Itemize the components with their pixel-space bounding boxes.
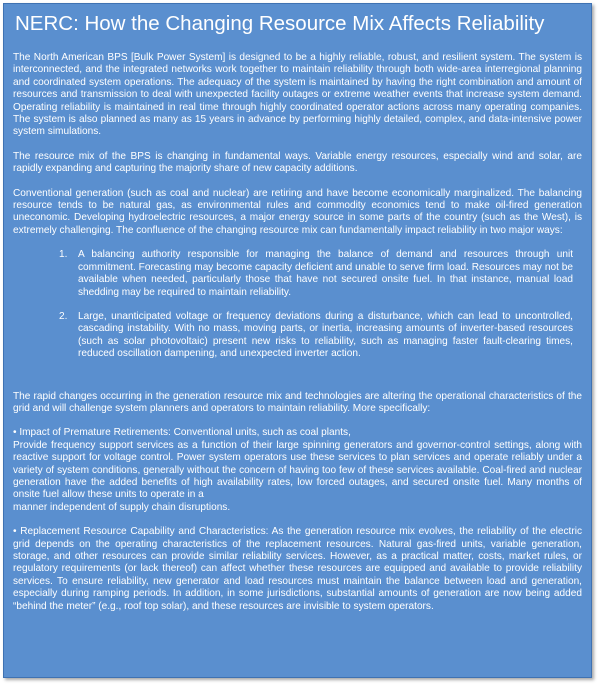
paragraph-conventional-generation: Conventional generation (such as coal and nuclear) are retiring and have become economically marginalized. The balancing resource tends to be natural gas, as environmental rules and commodity economics tend to make oil-fired generation uneconomic. Developing hydroelectric resources, a major energy source in some parts of the country (such as the West), is extremely challenging. The confluence of the changing resource mix can fundamentally impact reliability in two major ways: xyxy=(13,187,582,236)
reliability-impact-list xyxy=(13,249,582,360)
list-item-text: Large, unanticipated voltage or frequency deviations during a disturbance, which can lead to uncontrolled, cascading instability. With no mass, moving parts, or inertia, increasing amounts of inverter-based resources (such as solar photovoltaic) present new risks to reliability, such as managing faster fault-clearing times, reduced oscillation dampening, and unexpected inverter action. xyxy=(78,310,573,360)
info-panel xyxy=(3,3,592,678)
list-item-text: A balancing authority responsible for managing the balance of demand and resources through unit commitment. Forecasting may become capacity deficient and unable to serve firm load. Resources may not be available when needed, particularly those that have not secured onsite fuel. In that instance, manual load shedding may be required to maintain reliability. xyxy=(78,249,573,298)
paragraph-bps-overview: The North American BPS [Bulk Power System] is designed to be a highly reliable, robust, and resilient system. The system is interconnected, and the integrated networks work together to maintain reliability through both wide-area interregional planning and coordinated system operations. The adequacy of the system is maintained by having the right combination and amount of resources and transmission to deal with unexpected facility outages or extreme weather events that increase system demand. Operating reliability is maintained in real time through highly coordinated operator actions across many operating companies. The system is also planned as many as 15 years in advance by performing highly detailed, complex, and data-intensive power system simulations. xyxy=(13,52,582,138)
panel-title: NERC: How the Changing Resource Mix Affects Reliability xyxy=(15,12,545,35)
list-item xyxy=(13,249,582,299)
list-number: 2. xyxy=(59,310,68,322)
bullet-body: Provide frequency support services as a function of their large spinning generators and governor-control settings, along with reactive support for voltage control. Power system operators use these services to plan services and operate reliably under a variety of system conditions, generally without the concern of having too few of these services available. Coal-fired and nuclear generation have the added benefits of high availability rates, low forced outages, and secured onsite fuel. Many months of onsite fuel allow these units to operate in a xyxy=(13,439,582,501)
bullet-premature-retirements xyxy=(13,427,582,514)
bullet-tail: manner independent of supply chain disruptions. xyxy=(13,501,231,513)
bullet-heading: • Impact of Premature Retirements: Conventional units, such as coal plants, xyxy=(13,427,351,439)
paragraph-resource-mix: The resource mix of the BPS is changing in fundamental ways. Variable energy resources, especially wind and solar, are rapidly expanding and capturing the majority share of new capacity additions. xyxy=(13,150,582,175)
bullet-replacement-resources: • Replacement Resource Capability and Characteristics: As the generation resource mix evolves, the reliability of the electric grid depends on the operating characteristics of the replacement resources. Natural gas-fired units, variable generation, storage, and other resources can provide similar reliability services. However, as a practical matter, costs, market rules, or regulatory requirements (or lack thereof) can affect whether these resources are equipped and available to provide reliability services. To ensure reliability, new generator and load resources must maintain the balance between load and generation, especially during ramping periods. In addition, in some jurisdictions, substantial amounts of generation are now being added “behind the meter” (e.g., roof top solar), and these resources are invisible to system operators. xyxy=(13,526,582,612)
list-item xyxy=(13,311,582,361)
list-number: 1. xyxy=(59,249,68,261)
spacer xyxy=(13,373,582,391)
paragraph-rapid-changes: The rapid changes occurring in the generation resource mix and technologies are altering the operational characteristics of the grid and will challenge system planners and operators to maintain reliability. More specifically: xyxy=(13,390,582,414)
